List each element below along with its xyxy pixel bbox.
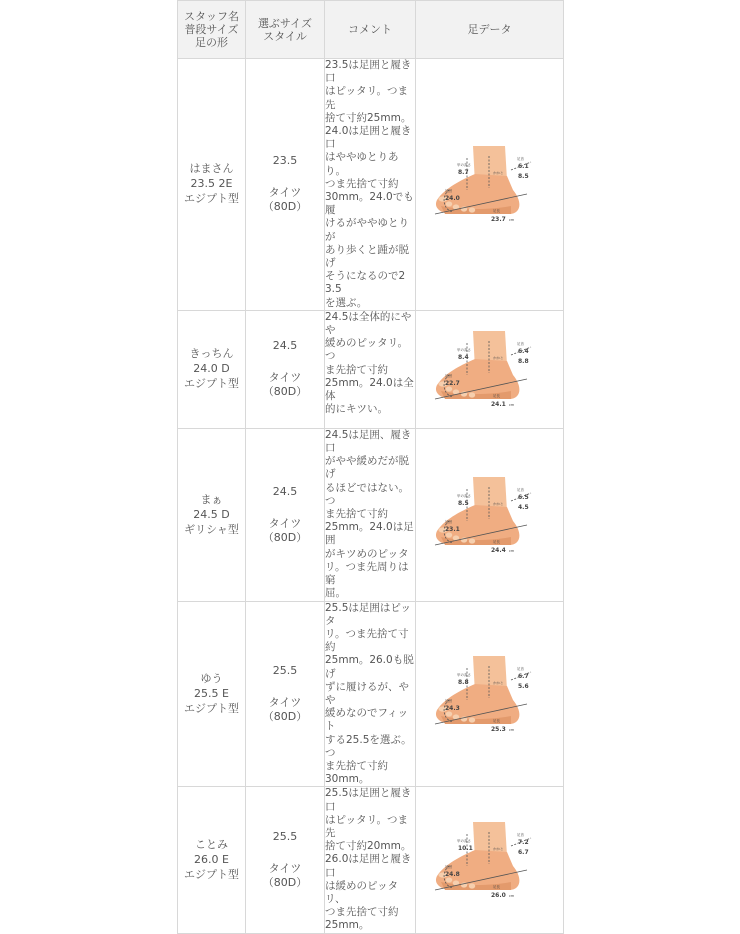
foot-height-value: 8.7 — [457, 169, 469, 177]
usual-size: 23.5 2E — [190, 177, 233, 191]
label-ankle: 足首 — [516, 832, 524, 837]
comment-line: 25mm。26.0も脱げ — [325, 654, 414, 680]
staff-name-cell — [178, 428, 246, 601]
style-type: タイツ — [268, 695, 302, 709]
label-toe: 足囲 — [444, 519, 452, 524]
header-size-line: スタイル — [263, 29, 307, 43]
chosen-size-cell — [246, 428, 325, 601]
label-toe: 足囲 — [444, 374, 452, 379]
foot-length-value: 25.3 — [490, 725, 506, 733]
foot-width-value: 24.3 — [444, 704, 460, 712]
header-size — [246, 1, 325, 59]
label-length: 足長 — [492, 884, 500, 889]
foot-data-cell — [416, 428, 564, 601]
foot-data-cell — [416, 310, 564, 428]
comment-line: リ。つま先周りは窮 — [325, 560, 409, 587]
comment-line: はピッタリ。つま先 — [325, 813, 409, 839]
comment-line: つま先捨て寸約 — [325, 906, 399, 919]
toe-shape — [468, 393, 474, 398]
foot-length-value: 23.7 — [490, 216, 506, 224]
toe-shape — [445, 387, 451, 392]
comment-line: リ。つま先捨て寸約 — [325, 627, 409, 654]
label-instep: 甲の高さ — [456, 493, 471, 498]
style-denier: （80D） — [262, 200, 308, 214]
chosen-size-cell — [246, 59, 325, 311]
comment-line: 緩めなのでフィット — [325, 707, 409, 733]
label-ankle: 足首 — [516, 157, 524, 162]
style-type: タイツ — [268, 861, 302, 875]
style-type: タイツ — [268, 516, 302, 530]
staff-name-cell — [178, 601, 246, 787]
comment-line: 屈。 — [325, 587, 346, 600]
comment-line: ずに履けるが、やや — [325, 680, 409, 706]
label-heel: かかと — [492, 846, 503, 851]
header-foot: 足データ — [416, 1, 564, 59]
comment-line: つま先捨て寸約 — [325, 177, 399, 190]
style-denier: （80D） — [262, 385, 308, 399]
foot-height-value: 8.4 — [457, 354, 469, 362]
header-name-line: スタッフ名 — [184, 10, 239, 23]
comment-line: 捨て寸約20mm。 — [325, 840, 412, 853]
comment-line: は緩めのピッタリ、 — [325, 879, 399, 905]
comment-line: 24.5は足囲、履き口 — [325, 428, 412, 455]
comment-line: 25mm。24.0は足囲 — [325, 521, 414, 547]
toe-shape — [468, 717, 474, 722]
ankle-value: 6.7 — [517, 672, 529, 680]
label-ankle: 足首 — [516, 342, 524, 347]
label-heel: かかと — [492, 501, 503, 506]
label-toe: 足囲 — [444, 864, 452, 869]
ankle-value: 6.4 — [517, 348, 529, 356]
usual-size: 24.0 D — [193, 362, 230, 376]
comment-line: はややゆとりあり。 — [325, 151, 399, 177]
chosen-size-cell — [246, 601, 325, 787]
foot-diagram — [431, 475, 549, 555]
foot-diagram — [431, 144, 549, 224]
ankle-value: 6.1 — [517, 163, 529, 171]
comment-line: けるがややゆとりが — [325, 217, 409, 243]
table-row — [178, 601, 564, 787]
mid-value: 8.5 — [517, 173, 529, 181]
comment-line: 的にキツい。 — [325, 403, 388, 416]
label-instep: 甲の高さ — [456, 163, 471, 168]
staff-name-cell — [178, 310, 246, 428]
label-unit: cm — [508, 727, 514, 732]
comment-line: 25.5は足囲と履き口 — [325, 787, 412, 813]
table-row — [178, 59, 564, 311]
comment-cell — [325, 787, 416, 933]
foot-width-value: 23.1 — [444, 525, 460, 533]
chosen-size: 23.5 — [272, 154, 298, 168]
comment-line: 30mm。 — [325, 773, 370, 786]
chosen-size: 24.5 — [272, 339, 298, 353]
style-type: タイツ — [268, 371, 302, 385]
comment-line: 捨て寸約25mm。 — [325, 111, 412, 124]
style-denier: （80D） — [262, 530, 308, 544]
toe-shape — [445, 532, 451, 537]
table-header-row — [178, 1, 564, 59]
comment-line: 24.5は全体的にやや — [325, 310, 412, 337]
label-toe: 足囲 — [444, 189, 452, 194]
toe-shape — [445, 877, 451, 882]
label-unit: cm — [508, 403, 514, 408]
comment-cell — [325, 310, 416, 428]
style-denier: （80D） — [262, 875, 308, 889]
foot-length-value: 26.0 — [490, 891, 506, 899]
mid-value: 8.8 — [517, 358, 529, 366]
comment-line: 30mm。24.0でも履 — [325, 191, 414, 217]
header-name-line: 普段サイズ — [184, 23, 239, 36]
comment-line: ま先捨て寸約 — [325, 759, 388, 772]
comment-line: るほどではない。つ — [325, 481, 409, 507]
label-unit: cm — [508, 218, 514, 223]
label-toe: 足囲 — [444, 698, 452, 703]
toe-shape — [468, 538, 474, 543]
staff-name: きっちん — [189, 347, 234, 361]
chosen-size: 24.5 — [272, 484, 298, 498]
comment-line: を選ぶ。 — [325, 296, 368, 309]
foot-diagram — [431, 820, 549, 900]
header-name — [178, 1, 246, 59]
staff-name-cell — [178, 787, 246, 933]
foot-height-value: 10.1 — [457, 844, 473, 852]
usual-size: 26.0 E — [194, 852, 229, 866]
comment-cell — [325, 428, 416, 601]
style-denier: （80D） — [262, 709, 308, 723]
label-ankle: 足首 — [516, 487, 524, 492]
label-instep: 甲の高さ — [456, 348, 471, 353]
comment-line: 23.5は足囲と履き口 — [325, 59, 412, 85]
comment-line: 緩めのピッタリ。つ — [325, 337, 409, 363]
foot-shape: ギリシャ型 — [184, 522, 239, 536]
mid-value: 5.6 — [517, 682, 529, 690]
comment-line: そうになるので23.5 — [325, 270, 406, 296]
table-row — [178, 310, 564, 428]
foot-data-cell — [416, 59, 564, 311]
staff-name-cell — [178, 59, 246, 311]
foot-width-value: 24.0 — [444, 195, 460, 203]
label-instep: 甲の高さ — [456, 672, 471, 677]
header-comment: コメント — [325, 1, 416, 59]
chosen-size: 25.5 — [272, 663, 298, 677]
label-length: 足長 — [492, 718, 500, 723]
label-ankle: 足首 — [516, 666, 524, 671]
foot-shape: エジプト型 — [184, 867, 239, 881]
comment-line: 26.0は足囲と履き口 — [325, 853, 412, 879]
label-length: 足長 — [492, 209, 500, 214]
foot-length-value: 24.4 — [490, 546, 506, 554]
foot-shape: エジプト型 — [184, 377, 239, 391]
toe-shape — [468, 883, 474, 888]
foot-shape: エジプト型 — [184, 192, 239, 206]
label-unit: cm — [508, 548, 514, 553]
usual-size: 25.5 E — [194, 686, 229, 700]
comment-line: 25mm。24.0は全体 — [325, 376, 414, 403]
comment-line: がキツめのピッタ — [325, 547, 409, 560]
usual-size: 24.5 D — [193, 507, 230, 521]
foot-width-value: 24.8 — [444, 870, 460, 878]
comment-line: あり歩くと踵が脱げ — [325, 243, 409, 270]
foot-height-value: 8.8 — [457, 678, 469, 686]
comment-line: ま先捨て寸約 — [325, 508, 388, 521]
label-heel: かかと — [492, 680, 503, 685]
label-heel: かかと — [492, 356, 503, 361]
label-heel: かかと — [492, 171, 503, 176]
comment-line: はピッタリ。つま先 — [325, 85, 409, 111]
chosen-size-cell — [246, 310, 325, 428]
staff-name: ゆう — [200, 671, 223, 685]
comment-line: 24.0は足囲と履き口 — [325, 125, 412, 151]
foot-shape: エジプト型 — [184, 701, 239, 715]
chosen-size: 25.5 — [272, 829, 298, 843]
header-size-line: 選ぶサイズ — [257, 16, 313, 30]
foot-width-value: 22.7 — [444, 380, 460, 388]
toe-shape — [445, 711, 451, 716]
staff-name: はまさん — [189, 162, 234, 176]
comment-line: する25.5を選ぶ。つ — [325, 733, 412, 759]
toe-shape — [468, 208, 474, 213]
foot-data-cell — [416, 787, 564, 933]
chosen-size-cell — [246, 787, 325, 933]
comment-cell — [325, 601, 416, 787]
staff-size-table — [177, 0, 564, 934]
ankle-value: 6.5 — [517, 493, 529, 501]
comment-line: がやや緩めだが脱げ — [325, 455, 409, 481]
header-name-line: 足の形 — [195, 36, 228, 49]
style-type: タイツ — [268, 186, 302, 200]
label-instep: 甲の高さ — [456, 838, 471, 843]
toe-shape — [445, 202, 451, 207]
label-length: 足長 — [492, 539, 500, 544]
comment-line: ま先捨て寸約 — [325, 363, 388, 376]
staff-name: まぁ — [200, 492, 223, 506]
table-row — [178, 428, 564, 601]
mid-value: 4.5 — [517, 503, 529, 511]
ankle-value: 7.2 — [517, 838, 529, 846]
foot-diagram — [431, 329, 549, 409]
mid-value: 6.7 — [517, 848, 529, 856]
foot-data-cell — [416, 601, 564, 787]
comment-line: 25.5は足囲はピッタ — [325, 601, 411, 627]
label-length: 足長 — [492, 394, 500, 399]
foot-diagram — [431, 654, 549, 734]
table-row — [178, 787, 564, 933]
staff-name: ことみ — [195, 837, 228, 851]
label-unit: cm — [508, 893, 514, 898]
foot-height-value: 8.5 — [457, 499, 469, 507]
comment-cell — [325, 59, 416, 311]
comment-line: 25mm。 — [325, 919, 370, 932]
foot-length-value: 24.1 — [490, 401, 506, 409]
